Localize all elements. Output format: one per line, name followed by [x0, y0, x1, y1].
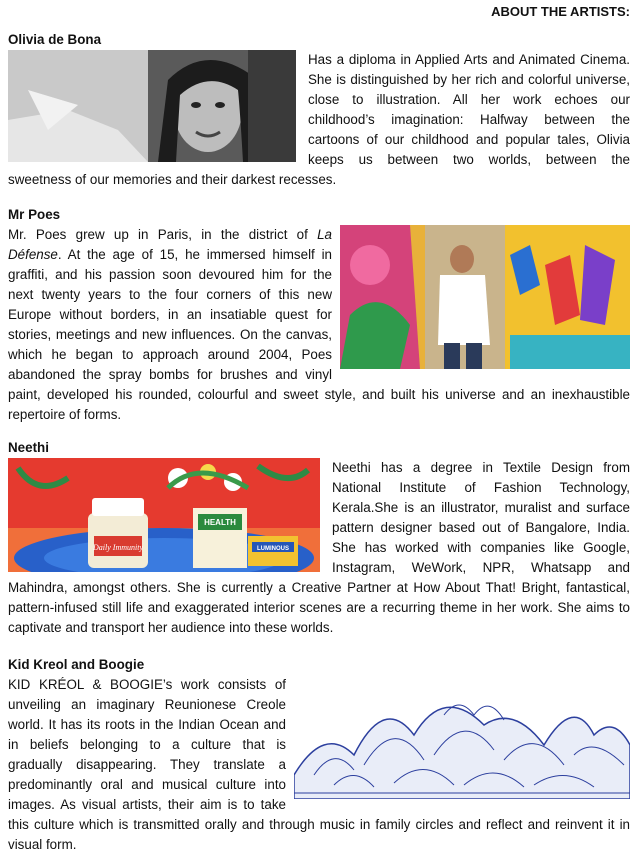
artist-name: Kid Kreol and Boogie [8, 657, 145, 672]
artist-photo-olivia [8, 50, 296, 162]
artist-bio: Neethi has a degree in Textile Design from National Institute of Fashion Technology, Kerala.She is an illustrator, muralist and surface pattern designer based out of Bangalore, India. She has worked with companies like Google, Instagram, WeWork, NPR, Whatsapp and Mahindra, amongst others. She is currently a Creative Partner at How About That! Bright, fantastical, pattern-infused still life and exaggerated interior scenes are a recurring theme in her work. She aims to captivate and transport her audience into these worlds. [8, 460, 630, 635]
box-label: HEALTH [204, 518, 236, 527]
artist-name: Neethi [8, 440, 49, 455]
artist-section-kid-kreol-boogie [8, 655, 630, 855]
artist-photo-mr-poes [340, 225, 630, 369]
artist-section-olivia [8, 30, 630, 190]
artist-illustration-neethi [8, 458, 320, 572]
artist-bio: Mr. Poes grew up in Paris, in the district of La Défense. At the age of 15, he immersed himself in graffiti, and his passion soon devoured him for the next twenty years to the four corners of this new Europe without borders, in an insatiable quest for stories, meetings and new influences. On the canvas, which he began to approach around 2004, Poes abandoned the spray bombs for brushes and vinyl paint, developed his rounded, colourful and sweet style, and built his universe and an inexhaustible repertoire of forms. [8, 227, 630, 422]
artist-section-neethi [8, 438, 630, 638]
jar-label: Daily Immunity [93, 543, 143, 552]
artist-illustration-kid-kreol [294, 675, 630, 799]
tin-label: LUMINOUS [257, 546, 289, 552]
artist-bio: KID KRÉOL & BOOGIE’s work consists of unveiling an imaginary Reunionese Creole world. It has its roots in the Indian Ocean and in beliefs belonging to a culture that is gradually disappearing. They translate a predominantly oral and musical culture into images. As visual artists, their aim is to take this culture which is transmitted orally and through music in family circles and reflect and reinvent it in visual form. [8, 677, 630, 852]
artist-section-mr-poes [8, 205, 630, 425]
artist-name: Olivia de Bona [8, 32, 102, 47]
artist-name: Mr Poes [8, 207, 61, 222]
artist-bio: Has a diploma in Applied Arts and Animated Cinema. She is distinguished by her rich and colorful universe, close to illustration. All her work echoes our childhood’s imagination: Halfway between the cartoons of our childhood and popular tales, Olivia keeps us between two worlds, between the sweetness of our memories and their darkest recesses. [8, 52, 630, 187]
page-title: ABOUT THE ARTISTS: [491, 4, 630, 19]
